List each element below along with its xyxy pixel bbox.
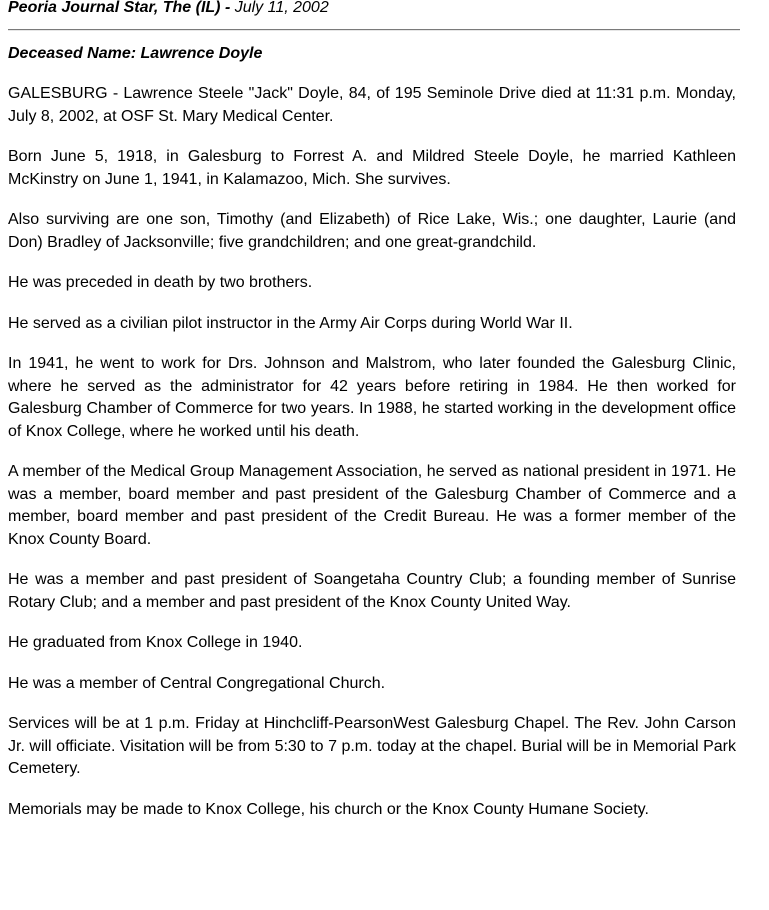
paragraph: He served as a civilian pilot instructor in the Army Air Corps during World War II. (8, 314, 573, 332)
obituary-body (8, 83, 737, 821)
paragraph: Memorials may be made to Knox College, his church or the Knox County Humane Society. (8, 800, 649, 818)
deceased-name-heading: Deceased Name: Lawrence Doyle (8, 45, 263, 62)
paragraph: He graduated from Knox College in 1940. (8, 634, 303, 651)
paragraph: Also surviving are one son, Timothy (and Elizabeth) of Rice Lake, Wis.; one daughter, Laurie (and Don) Bradley of Jacksonville; five grandchildren; and one great-grandchild. (8, 211, 736, 251)
paragraph: He was a member of Central Congregational Church. (8, 674, 386, 692)
publication-header (8, 0, 737, 19)
paragraph: Services will be at 1 p.m. Friday at Hinchcliff-PearsonWest Galesburg Chapel. The Rev. John Carson Jr. will officiate. Visitation will be from 5:30 to 7 p.m. today at the chapel. Burial will be in Memorial Park Cemetery. (8, 715, 736, 777)
header-separator: - (220, 0, 235, 16)
header-divider (8, 29, 740, 31)
paragraph: GALESBURG - Lawrence Steele "Jack" Doyle, 84, of 195 Seminole Drive died at 11:31 p.m. Monday, July 8, 2002, at OSF St. Mary Medical Center. (8, 85, 736, 125)
paragraph: In 1941, he went to work for Drs. Johnson and Malstrom, who later founded the Galesburg Clinic, where he served as the administrator for 42 years before retiring in 1984. He then worked for Galesburg Chamber of Commerce for two years. In 1988, he started working in the development office of Knox College, where he worked until his death. (8, 355, 736, 440)
paragraph: Born June 5, 1918, in Galesburg to Forrest A. and Mildred Steele Doyle, he married Kathleen McKinstry on June 1, 1941, in Kalamazoo, Mich. She survives. (8, 148, 736, 188)
publication-date: July 11, 2002 (234, 0, 329, 16)
paragraph: A member of the Medical Group Management Association, he served as national president in 1971. He was a member, board member and past president of the Galesburg Chamber of Commerce and a member, board member and past president of the Credit Bureau. He was a former member of the Knox County Board. (8, 463, 736, 548)
paragraph: He was preceded in death by two brothers. (8, 274, 313, 291)
paragraph: He was a member and past president of Soangetaha Country Club; a founding member of Sunrise Rotary Club; and a member and past president of the Knox County United Way. (8, 571, 736, 611)
publication-source: Peoria Journal Star, The (IL) (8, 0, 221, 16)
